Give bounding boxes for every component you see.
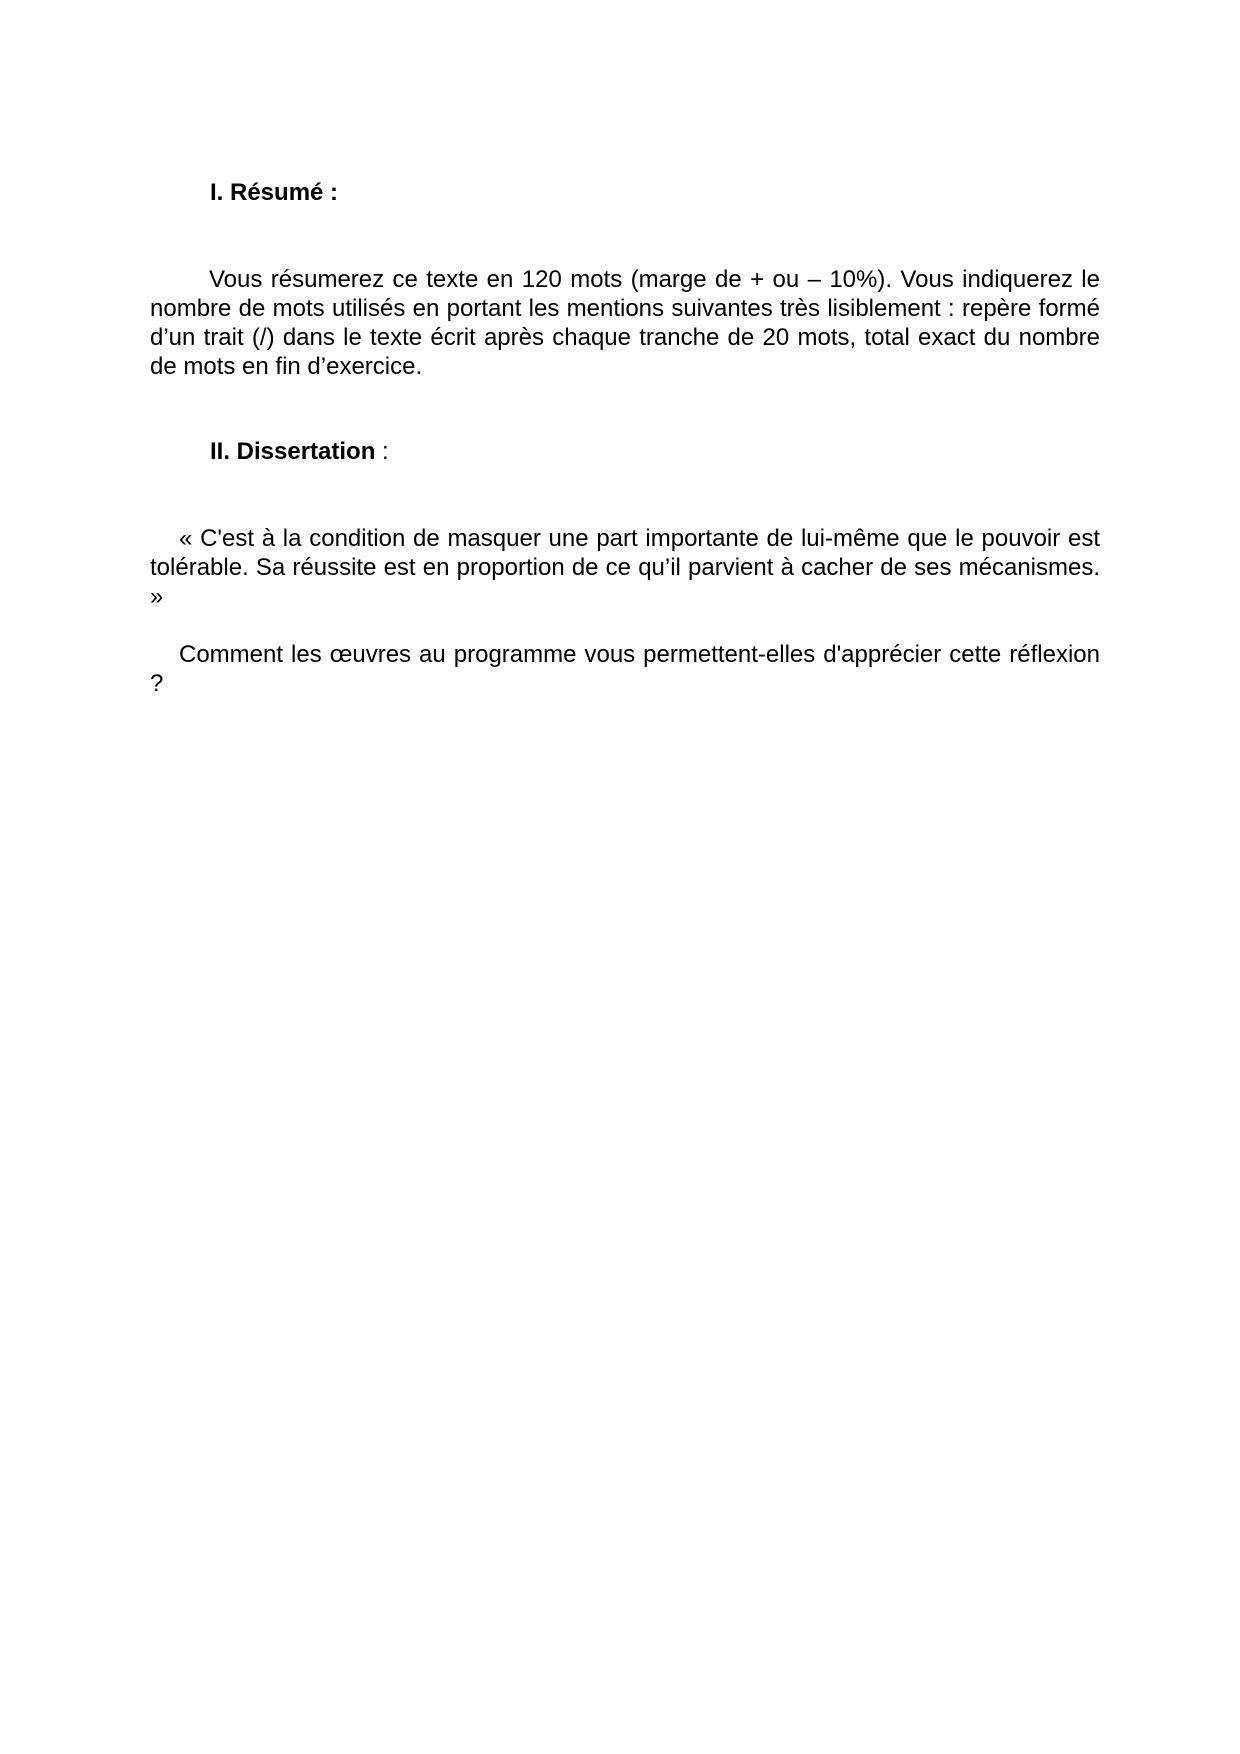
resume-heading (210, 178, 338, 207)
dissertation-heading-text: II. Dissertation (210, 438, 376, 465)
resume-instructions: Vous résumerez ce texte en 120 mots (marge de + ou – 10%). Vous indiquerez le nombre de mots utilisés en portant les mentions suivantes très lisiblement : repère formé d’un trait (/) dans le texte écrit après chaque tranche de 20 mots, total exact du nombre de mots en fin d’exercice. (150, 266, 1100, 380)
dissertation-heading (210, 437, 389, 466)
dissertation-quote: « C'est à la condition de masquer une part importante de lui-même que le pouvoir est tolérable. Sa réussite est en proportion de ce qu’il parvient à cacher de ses mécanismes. » (150, 525, 1100, 610)
resume-heading-text: I. Résumé : (210, 179, 339, 206)
dissertation-question: Comment les œuvres au programme vous permettent-elles d'apprécier cette réflexion ? (150, 641, 1100, 697)
dissertation-heading-colon: : (375, 438, 389, 465)
